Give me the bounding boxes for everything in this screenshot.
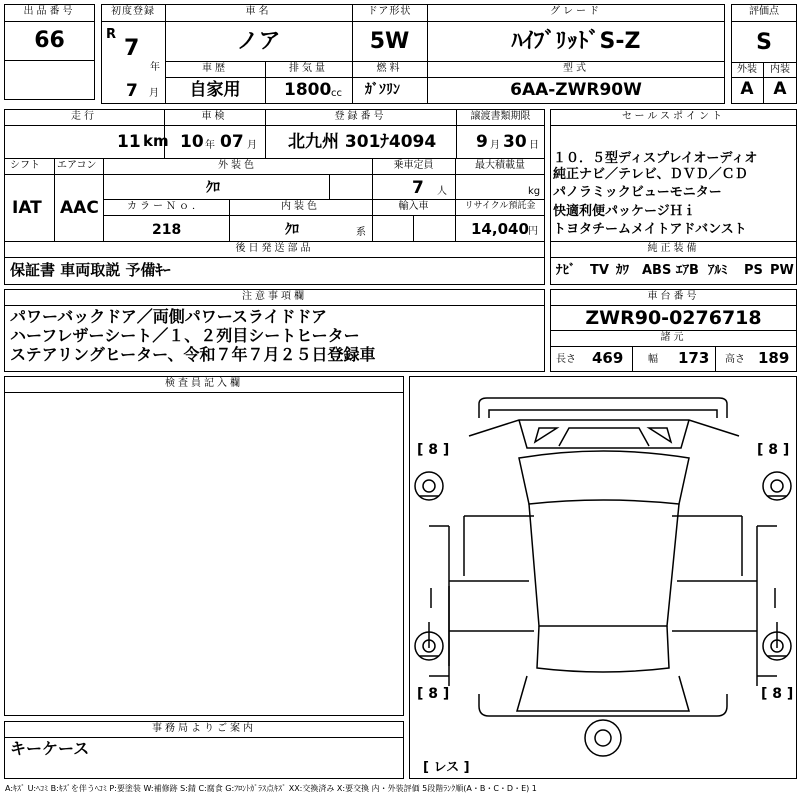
car-diagram <box>409 376 797 779</box>
history-label: 車歴 <box>202 63 228 74</box>
int-color: ｸﾛ <box>285 222 299 238</box>
sales-point-2: 純正ナビ／テレビ、ＤＶＤ／ＣＤ <box>553 167 748 182</box>
plate-label: 登録番号 <box>334 111 387 122</box>
inspection-month-unit: 月 <box>247 140 257 151</box>
int-color-unit: 系 <box>356 227 366 238</box>
transfer-month-unit: 月 <box>490 140 500 151</box>
shift-label: シフト <box>10 160 40 171</box>
displacement-unit: cc <box>331 88 342 99</box>
equipment-airbag: ｴｱB <box>676 263 699 278</box>
specs-label: 諸元 <box>660 332 687 343</box>
ext-color-label: 外装色 <box>218 160 257 171</box>
equipment-ps: PS <box>744 263 763 278</box>
tire-fl: 8 <box>428 442 439 458</box>
inspection-year: 10 <box>180 132 204 152</box>
inspection-month: 07 <box>220 132 244 152</box>
exterior-grade-label: 外装 <box>737 64 757 75</box>
score: S <box>756 30 772 55</box>
first-reg-year: 7 <box>124 36 140 61</box>
sales-point-3: パノラミックビューモニター <box>553 185 722 200</box>
height-label: 高さ <box>725 354 745 365</box>
length: 469 <box>592 349 624 367</box>
first-reg-label: 初度登録 <box>111 6 155 17</box>
width-label: 幅 <box>648 354 658 365</box>
equipment-alloy: ｱﾙﾐ <box>708 263 728 278</box>
capacity: 7 <box>412 178 424 198</box>
inspector-label: 検査員記入欄 <box>165 378 243 389</box>
transfer-label: 譲渡書類期限 <box>470 111 531 122</box>
office-label: 事務局よりご案内 <box>152 723 256 734</box>
transfer-day: 30 <box>503 132 527 152</box>
length-label: 長さ <box>556 354 576 365</box>
color-no: 218 <box>152 222 182 238</box>
color-no-label: カラーＮｏ． <box>127 201 205 212</box>
plate-number: 北九州 301ﾅ4094 <box>288 132 437 152</box>
displacement: 1800 <box>284 80 332 100</box>
sales-point-4: 快適利便パッケージＨｉ <box>553 204 696 219</box>
exterior-grade: A <box>740 79 754 99</box>
mileage-unit: km <box>143 132 169 150</box>
tire-rr: 8 <box>772 686 783 702</box>
max-load-unit: kg <box>528 186 541 197</box>
equipment-pw: PW <box>770 263 794 278</box>
grade-label: グレード <box>550 6 602 17</box>
later-parts: 保証書 車両取説 予備ｷｰ <box>10 261 171 279</box>
details-block <box>4 109 545 285</box>
door-label: ドア形状 <box>367 6 412 17</box>
equipment-nav: ﾅﾋﾞ <box>556 263 576 278</box>
first-reg-year-unit: 年 <box>150 62 160 73</box>
interior-grade: A <box>773 79 787 99</box>
note-line-2: ハーフレザーシート／１、２列目シートヒーター <box>10 326 360 345</box>
svg-text:[ 8 ]: [ 8 ] <box>417 442 450 458</box>
equipment-tv: TV <box>590 263 609 278</box>
grade: ﾊｲﾌﾞﾘｯﾄﾞS-Z <box>511 29 641 54</box>
car-name: ノア <box>236 29 281 54</box>
first-reg-month-unit: 月 <box>149 88 159 99</box>
first-reg-month: 7 <box>126 81 138 101</box>
interior-grade-label: 内装 <box>770 64 790 75</box>
history: 自家用 <box>189 80 241 100</box>
recycle-label: リサイクル預託金 <box>464 201 536 211</box>
displacement-label: 排気量 <box>289 63 328 74</box>
tire-fr: 8 <box>768 442 779 458</box>
model-code-label: 型式 <box>563 63 589 74</box>
fuel-label: 燃料 <box>376 63 403 74</box>
width: 173 <box>678 349 710 367</box>
aircon: AAC <box>60 198 99 218</box>
import-label: 輸入車 <box>398 201 429 212</box>
recycle-unit: 円 <box>528 226 538 237</box>
capacity-unit: 人 <box>437 186 447 197</box>
notes-label: 注意事項欄 <box>242 291 307 302</box>
lot-label: 出品番号 <box>23 6 76 17</box>
ext-color: ｸﾛ <box>206 180 220 196</box>
capacity-label: 乗車定員 <box>393 160 434 171</box>
mileage: 11 <box>117 132 141 152</box>
inspection-label: 車検 <box>201 111 228 122</box>
legend: A:ｷｽﾞ U:ﾍｺﾐ B:ｷｽﾞを伴うﾍｺﾐ P:要塗装 W:補修跡 S:錆 C:腐食 G:ﾌﾛﾝﾄｶﾞﾗｽ点ｷｽﾞ XX:交換済み X:要交換 内・外装評価 5段階ﾗﾝｸ順(A・B・C・D・E) 1 <box>5 784 537 793</box>
sales-points-label: セールスポイント <box>621 111 726 122</box>
model-code: 6AA-ZWR90W <box>510 80 642 100</box>
inspector-block <box>4 376 404 716</box>
transfer-month: 9 <box>476 132 488 152</box>
equipment-label: 純正装備 <box>647 243 700 254</box>
chassis-number: ZWR90-0276718 <box>585 307 762 329</box>
lot-number: 66 <box>34 28 65 53</box>
max-load-label: 最大積載量 <box>475 160 525 171</box>
chassis-label: 車台番号 <box>647 291 700 302</box>
note-line-3: ステアリングヒーター、令和７年７月２５日登録車 <box>10 345 376 364</box>
tire-rl: 8 <box>428 686 439 702</box>
int-color-label: 内装色 <box>281 201 320 212</box>
aircon-label: エアコン <box>57 160 97 171</box>
shift: IAT <box>12 198 42 218</box>
svg-text:[ レス ]: [ レス ] <box>423 760 470 775</box>
first-reg-era: R <box>106 27 117 42</box>
inspection-year-unit: 年 <box>205 140 215 151</box>
office-note: キーケース <box>10 739 90 758</box>
sales-point-1: １０．５型ディスプレイオーディオ <box>553 151 758 166</box>
svg-text:[ 8 ]: [ 8 ] <box>757 442 790 458</box>
transfer-day-unit: 日 <box>529 140 539 151</box>
svg-text:[ 8 ]: [ 8 ] <box>417 686 450 702</box>
later-parts-label: 後日発送部品 <box>235 243 314 254</box>
spare-tire: レス <box>433 760 460 775</box>
mileage-label: 走行 <box>71 111 97 122</box>
fuel: ｶﾞｿﾘﾝ <box>365 82 400 98</box>
car-name-label: 車名 <box>245 6 272 17</box>
door-type: 5W <box>369 29 410 54</box>
equipment-leather: ｶﾜ <box>616 263 629 278</box>
equipment-abs: ABS <box>642 263 672 278</box>
note-line-1: パワーバックドア／両側パワースライドドア <box>10 307 327 326</box>
recycle: 14,040 <box>471 220 529 238</box>
sales-point-5: トヨタチームメイトアドバンスト <box>553 222 747 237</box>
svg-text:[ 8 ]: [ 8 ] <box>761 686 794 702</box>
height: 189 <box>758 349 790 367</box>
score-label: 評価点 <box>749 6 779 17</box>
